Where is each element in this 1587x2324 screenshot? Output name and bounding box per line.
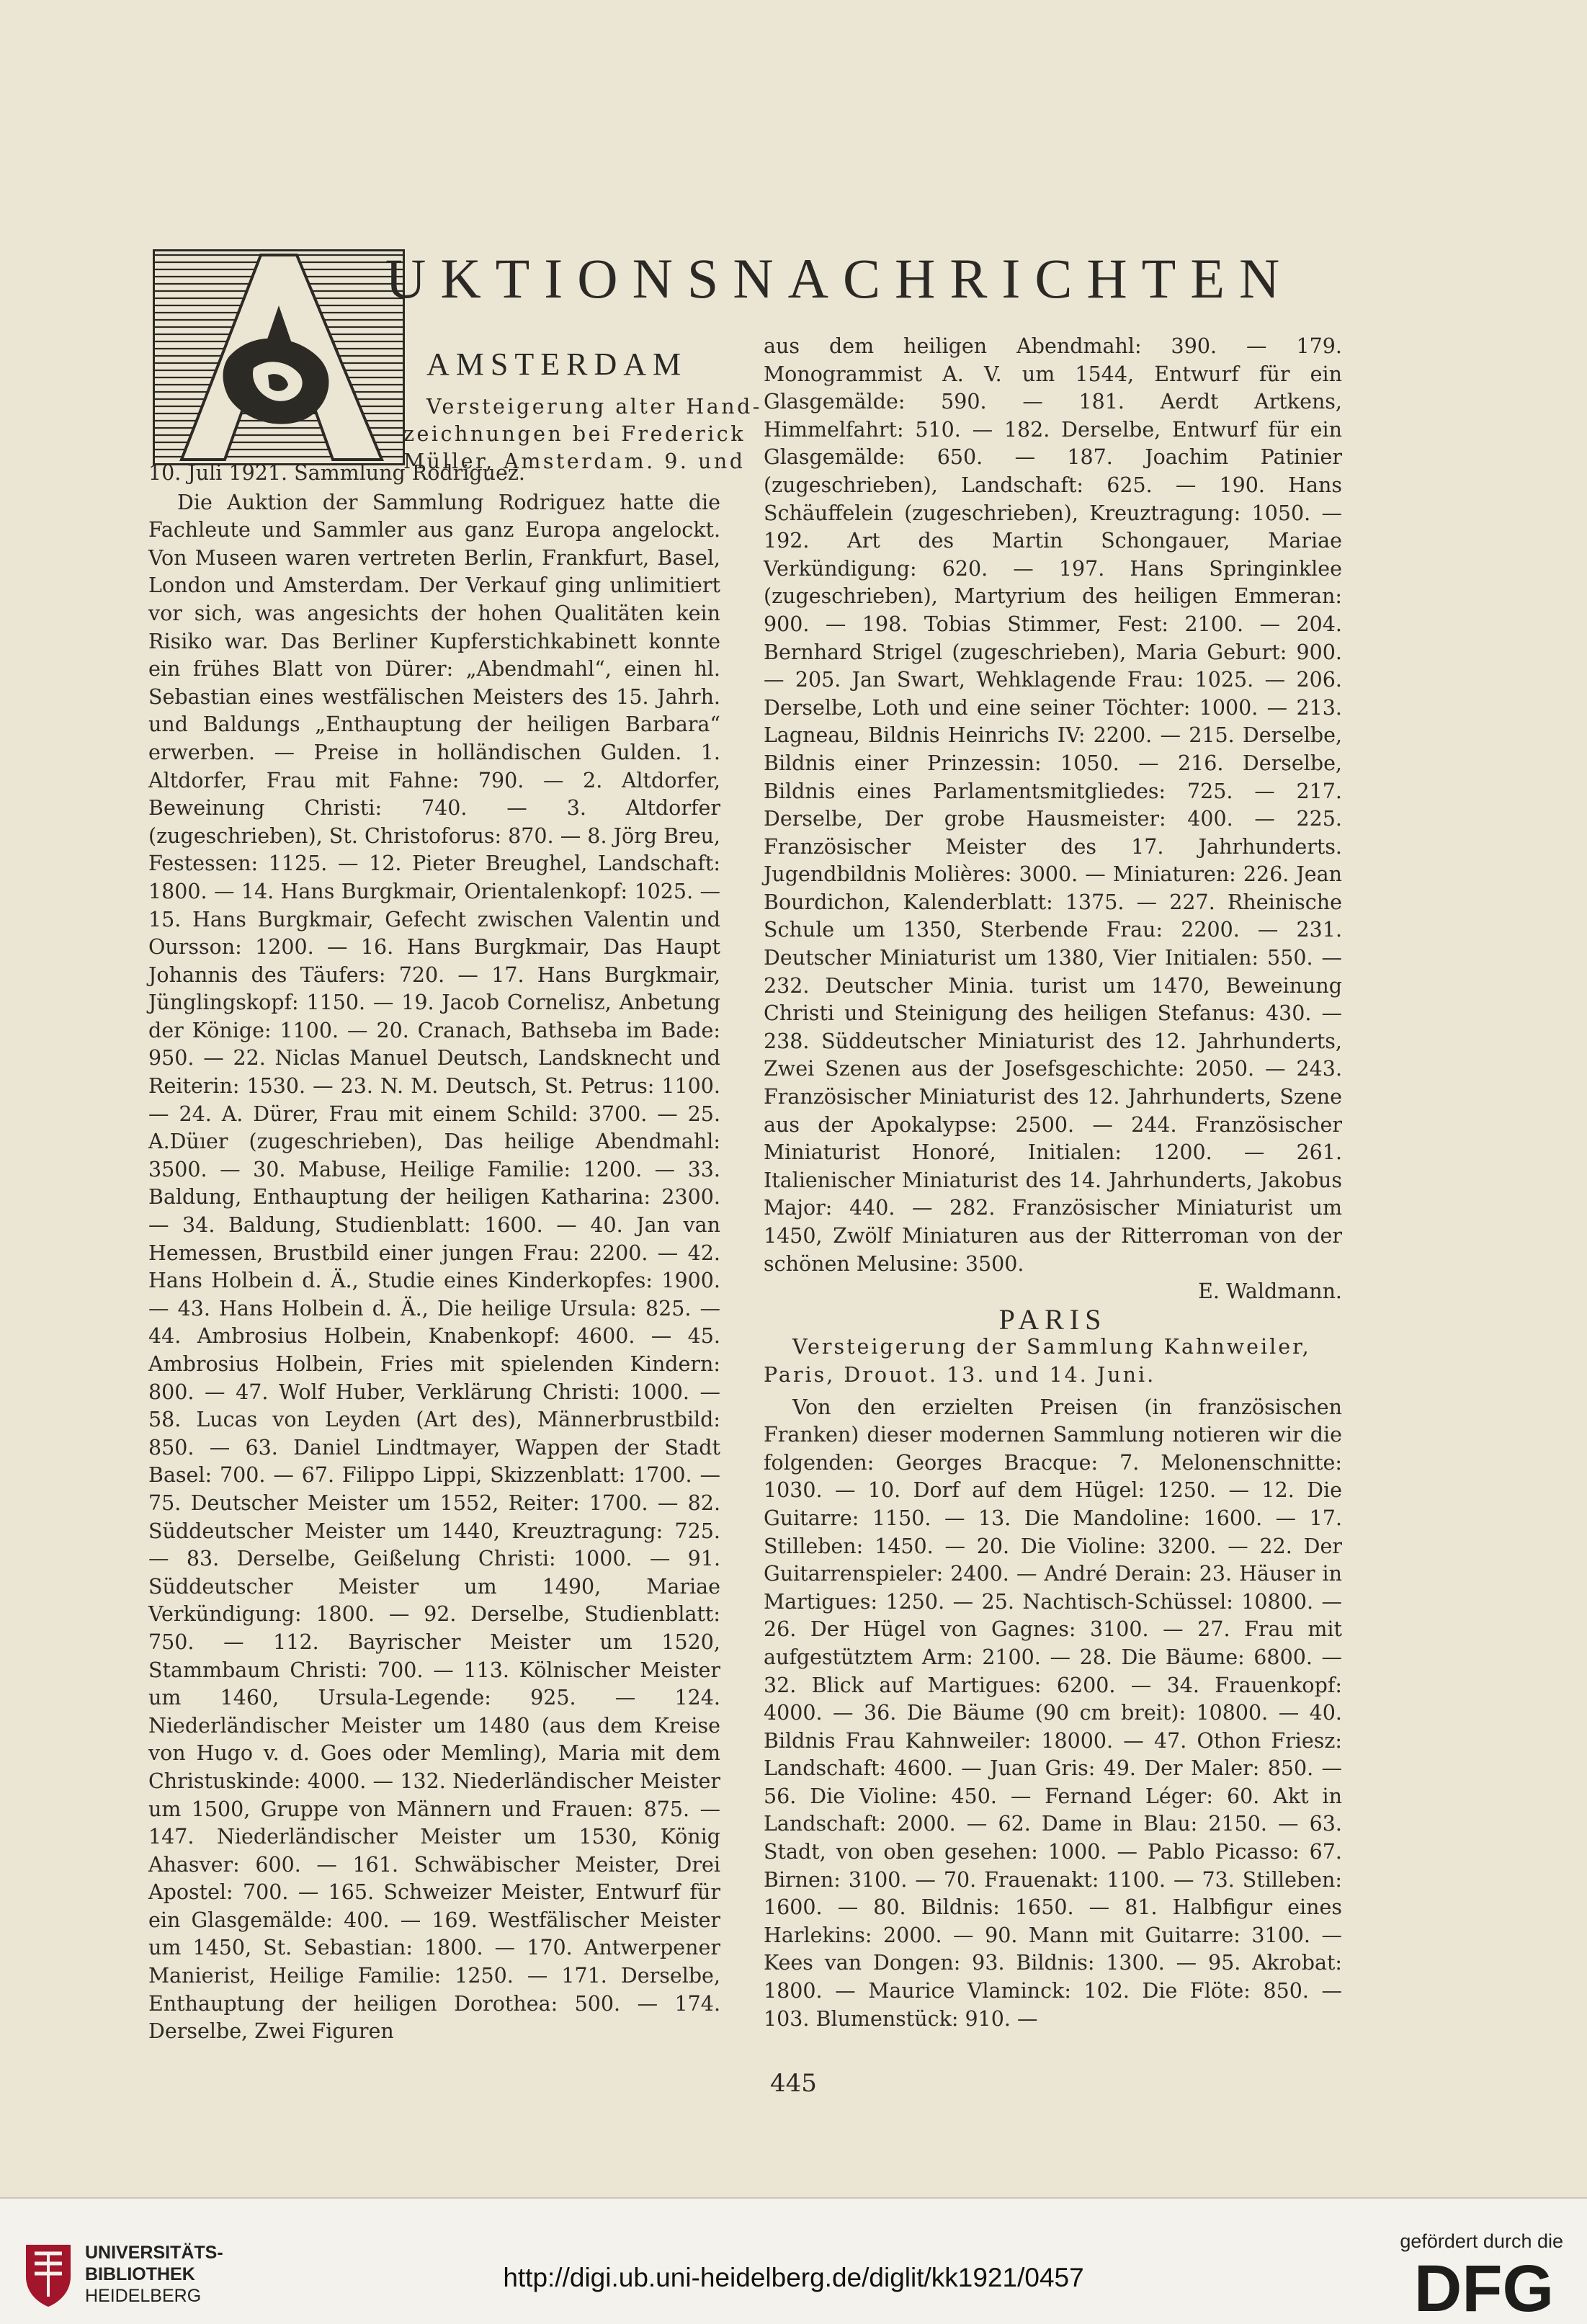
section-heading-amsterdam: AMSTERDAM [426, 347, 688, 382]
section-heading-paris: PARIS [998, 1302, 1107, 1336]
author-signature: E. Waldmann. [1198, 1279, 1342, 1304]
library-name-line: BIBLIOTHEK [85, 2264, 195, 2284]
paris-body: Von den erzielten Preisen (in französischen Franken) dieser modernen Sammlung notieren wir die folgenden: Georges Bracque: 7. Melonenschnitte: 1030. — 10. Dorf auf dem Hügel: 1250. — 12. Die Guitarre: 1150. — 13. Die Mandoline: 1600. — 17. Stilleben: 1450. — 20. Die Violine: 3200. — 22. Der Guitarrenspieler: 2400. — André Derain: 23. Häuser in Martigues: 1250. — 25. Nachtisch-Schüssel: 10800. — 26. Der Hügel von Gagnes: 3100. — 27. Frau mit aufgestütztem Arm: 2100. — 28. Die Bäume: 6800. — 32. Blick auf Martigues: 6200. — 34. Frauenkopf: 4000. — 36. Die Bäume (90 cm breit): 10800. — 40. Bildnis Frau Kahnweiler: 18000. — 47. Othon Friesz: Landschaft: 4600. — Juan Gris: 49. Der Maler: 850. — 56. Die Violine: 450. — Fernand Léger: 60. Akt in Landschaft: 2000. — 62. Dame in Blau: 2150. — 63. Stadt, von oben gesehen: 1000. — Pablo Picasso: 67. Birnen: 3100. — 70. Frauenakt: 1100. — 73. Stilleben: 1600. — 80. Bildnis: 1650. — 81. Halbfigur eines Harlekins: 2000. — 90. Mann mit Guitarre: 3100. — Kees van Dongen: 93. Bildnis: 1300. — 95. Akrobat: 1800. — Maurice Vlaminck: 102. Die Flöte: 850. — 103. Blumenstück: 910. — [764, 1395, 1342, 2031]
right-column [764, 333, 1342, 2033]
page-title: UKTIONSNACHRICHTEN [385, 247, 1295, 310]
page-number: 445 [770, 2069, 817, 2098]
sponsor-label: gefördert durch die [1400, 2230, 1563, 2252]
amsterdam-body-continued: aus dem heiligen Abendmahl: 390. — 179. Monogrammist A. V. um 1544, Entwurf für ein Glasgemälde: 590. — 181. Aerdt Artkens, Himmelfahrt: 510. — 182. Derselbe, Entwurf für ein Glasgemälde: 650. — 187. Joachim Patinier (zugeschrieben), Landschaft: 625. — 190. Hans Schäuffelein (zugeschrieben), Kreuztragung: 1050. — 192. Art des Martin Schongauer, Mariae Verkündigung: 620. — 197. Hans Springinklee (zugeschrieben), Martyrium des heiligen Emmeran: 900. — 198. Tobias Stimmer, Fest: 2100. — 204. Bernhard Strigel (zugeschrieben), Maria Geburt: 900. — 205. Jan Swart, Wehklagende Frau: 1025. — 206. Derselbe, Loth und eine seiner Töchter: 1000. — 213. Lagneau, Bildnis Heinrichs IV: 2200. — 215. Derselbe, Bildnis einer Prinzessin: 1050. — 216. Derselbe, Bildnis eines Parlamentsmitgliedes: 725. — 217. Derselbe, Der grobe Hausmeister: 400. — 225. Französischer Meister des 17. Jahrhunderts. Jugendbildnis Molières: 3000. — Miniaturen: 226. Jean Bourdichon, Kalenderblatt: 1375. — 227. Rheinische Schule um 1350, Sterbende Frau: 2200. — 231. Deutscher Miniaturist um 1380, Vier Initialen: 550. — 232. Deutscher Minia. turist um 1470, Beweinung Christi und Steinigung des heiligen Stefanus: 430. — 238. Süddeutscher Miniaturist des 12. Jahrhunderts, Zwei Szenen aus der Josefsgeschichte: 2050. — 243. Französischer Miniaturist des 12. Jahrhunderts, Szene aus der Apokalypse: 2500. — 244. Französischer Miniaturist Honoré, Initialen: 1200. — 261. Italienischer Miniaturist des 14. Jahrhunderts, Jakobus Major: 440. — 282. Französischer Miniaturist um 1450, Zwölf Miniaturen aus der Ritterroman von der schönen Melusine: 3500. [764, 334, 1342, 1276]
paris-subtitle: Versteigerung der Sammlung Kahnweiler, Paris, Drouot. 13. und 14. Juni. [764, 1335, 1311, 1387]
intro-line: Versteigerung alter Hand- [426, 395, 762, 419]
page-url-link[interactable]: http://digi.ub.uni-heidelberg.de/diglit/kk1921/0457 [503, 2263, 1084, 2292]
intro-line: zeichnungen bei Frederick [403, 422, 746, 446]
viewer-footer [0, 2197, 1587, 2324]
intro-last-line: 10. Juli 1921. Sammlung Rodriguez. [148, 461, 525, 485]
intro-line: Müller, Amsterdam. 9. und [403, 450, 746, 473]
dfg-logo-text: DFG [1413, 2258, 1555, 2315]
dfg-logo [1403, 2258, 1565, 2315]
library-name-line: UNIVERSITÄTS- [85, 2243, 223, 2263]
decorated-initial [153, 249, 405, 465]
amsterdam-body: Die Auktion der Sammlung Rodriguez hatte die Fachleute und Sammler aus ganz Europa angelockt. Von Museen waren vertreten Berlin, Frankfurt, Basel, London und Amsterdam. Der Verkauf ging unlimitiert vor sich, was angesichts der hohen Qualitäten kein Risiko war. Das Berliner Kupferstichkabinett konnte ein frühes Blatt von Dürer: „Abendmahl“, einen hl. Sebastian eines westfälischen Meisters des 15. Jahrh. und Baldungs „Enthauptung der heiligen Barbara“ erwerben. — Preise in holländischen Gulden. 1. Altdorfer, Frau mit Fahne: 790. — 2. Altdorfer, Beweinung Christi: 740. — 3. Altdorfer (zugeschrieben), St. Christoforus: 870. — 8. Jörg Breu, Festessen: 1125. — 12. Pieter Breughel, Landschaft: 1800. — 14. Hans Burgkmair, Orientalenkopf: 1025. — 15. Hans Burgkmair, Gefecht zwischen Valentin und Oursson: 1200. — 16. Hans Burgkmair, Das Haupt Johannis des Täufers: 720. — 17. Hans Burgkmair, Jünglingskopf: 1150. — 19. Jacob Cornelisz, Anbetung der Könige: 1100. — 20. Cranach, Bathseba im Bade: 950. — 22. Niclas Manuel Deutsch, Landsknecht und Reiterin: 1530. — 23. N. M. Deutsch, St. Petrus: 1100. — 24. A. Dürer, Frau mit einem Schild: 3700. — 25. A.Düıer (zugeschrieben), Das heilige Abendmahl: 3500. — 30. Mabuse, Heilige Familie: 1200. — 33. Baldung, Enthauptung der heiligen Katharina: 2300. — 34. Baldung, Studienblatt: 1600. — 40. Jan van Hemessen, Brustbild einer jungen Frau: 2200. — 42. Hans Holbein d. Ä., Studie eines Kinderkopfes: 1900. — 43. Hans Holbein d. Ä., Die heilige Ursula: 825. — 44. Ambrosius Holbein, Knabenkopf: 4600. — 45. Ambrosius Holbein, Fries mit spielenden Kindern: 800. — 47. Wolf Huber, Verklärung Christi: 1000. — 58. Lucas von Leyden (Art des), Männerbrustbild: 850. — 63. Daniel Lindtmayer, Wappen der Stadt Basel: 700. — 67. Filippo Lippi, Skizzenblatt: 1700. — 75. Deutscher Meister um 1552, Reiter: 1700. — 82. Süddeutscher Meister um 1440, Kreuztragung: 725. — 83. Derselbe, Geißelung Christi: 1000. — 91. Süddeutscher Meister um 1490, Mariae Verkündigung: 1800. — 92. Derselbe, Studienblatt: 750. — 112. Bayrischer Meister um 1520, Stammbaum Christi: 700. — 113. Kölnischer Meister um 1460, Ursula-Legende: 925. — 124. Niederländischer Meister um 1480 (aus dem Kreise von Hugo v. d. Goes oder Memling), Maria mit dem Christuskinde: 4000. — 132. Niederländischer Meister um 1500, Gruppe von Männern und Frauen: 875. — 147. Niederländischer Meister um 1530, König Ahasver: 600. — 161. Schwäbischer Meister, Drei Apostel: 700. — 165. Schweizer Meister, Entwurf für ein Glasgemälde: 400. — 169. Westfälischer Meister um 1450, St. Sebastian: 1800. — 170. Antwerpener Manierist, Heilige Familie: 1250. — 171. Derselbe, Enthauptung der heiligen Dorothea: 500. — 174. Derselbe, Zwei Figuren [148, 490, 720, 2044]
left-column [148, 460, 720, 2046]
library-name-line: HEIDELBERG [85, 2286, 202, 2306]
